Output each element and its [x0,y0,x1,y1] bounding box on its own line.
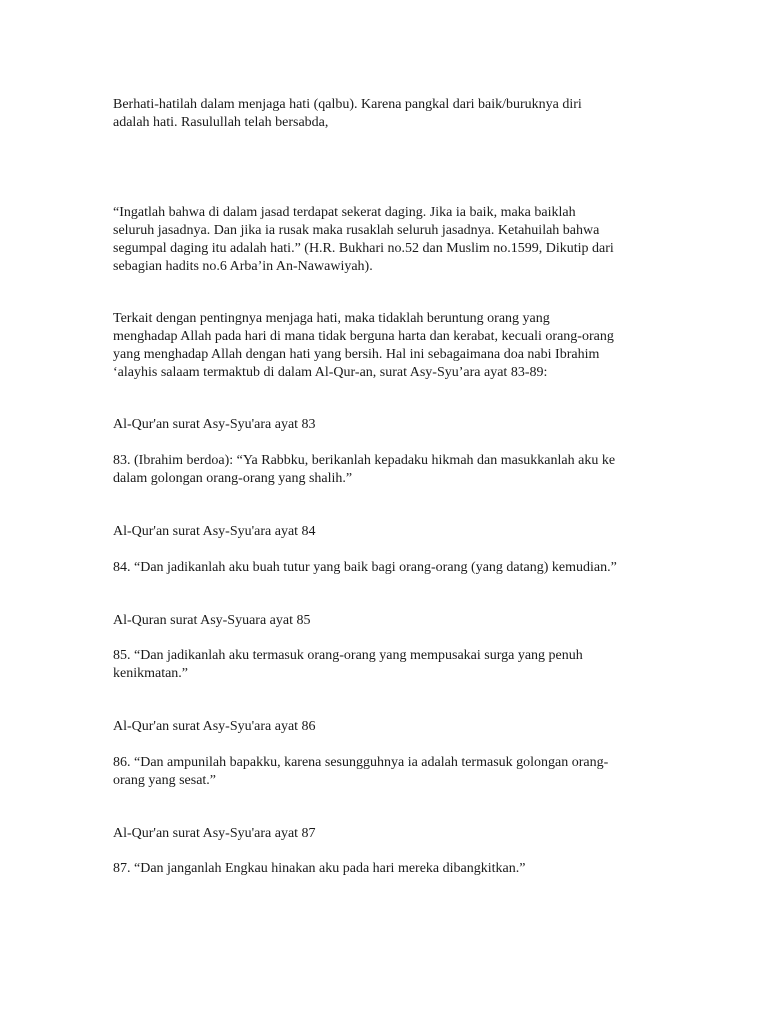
verse-line: 83. (Ibrahim berdoa): “Ya Rabbku, berikanlah kepadaku hikmah dan masukkanlah aku ke [113,453,616,468]
verse-line: kenikmatan.” [113,666,189,681]
verse-line: dalam golongan orang-orang yang shalih.” [113,471,353,486]
verse-heading-text: Al-Qur'an surat Asy-Syu'ara ayat 84 [113,524,316,539]
hadith-line: “Ingatlah bahwa di dalam jasad terdapat sekerat daging. Jika ia baik, maka baiklah [113,205,576,220]
verse-text [113,559,663,577]
hadith-paragraph [113,204,663,276]
hadith-line: seluruh jasadnya. Dan jika ia rusak maka rusaklah seluruh jasadnya. Ketahuilah bahwa [113,223,600,238]
verse-line: 86. “Dan ampunilah bapakku, karena sesungguhnya ia adalah termasuk golongan orang- [113,755,609,770]
context-line: menghadap Allah pada hari di mana tidak berguna harta dan kerabat, kecuali orang-orang [113,329,614,344]
hadith-line: sebagian hadits no.6 Arba’in An-Nawawiyah). [113,259,373,274]
verse-heading [113,825,663,843]
verse-text [113,860,663,878]
verse-heading [113,523,663,541]
verse-heading-text: Al-Qur'an surat Asy-Syu'ara ayat 86 [113,719,316,734]
context-line: ‘alayhis salaam termaktub di dalam Al-Qur-an, surat Asy-Syu’ara ayat 83-89: [113,365,548,380]
context-line: yang menghadap Allah dengan hati yang bersih. Hal ini sebagaimana doa nabi Ibrahim [113,347,600,362]
context-paragraph [113,310,663,382]
verse-heading [113,612,663,630]
verse-text [113,647,663,683]
verse-text [113,452,663,488]
verse-heading [113,416,663,434]
hadith-line: segumpal daging itu adalah hati.” (H.R. Bukhari no.52 dan Muslim no.1599, Dikutip dari [113,241,614,256]
verse-heading-text: Al-Quran surat Asy-Syuara ayat 85 [113,613,311,628]
verse-heading-text: Al-Qur'an surat Asy-Syu'ara ayat 83 [113,417,316,432]
context-line: Terkait dengan pentingnya menjaga hati, maka tidaklah beruntung orang yang [113,311,550,326]
verse-line: 85. “Dan jadikanlah aku termasuk orang-orang yang mempusakai surga yang penuh [113,648,583,663]
verse-text [113,754,663,790]
verse-heading-text: Al-Qur'an surat Asy-Syu'ara ayat 87 [113,826,316,841]
intro-line: adalah hati. Rasulullah telah bersabda, [113,115,329,130]
intro-line: Berhati-hatilah dalam menjaga hati (qalbu). Karena pangkal dari baik/buruknya diri [113,97,582,112]
verse-line: orang yang sesat.” [113,773,217,788]
verse-line: 84. “Dan jadikanlah aku buah tutur yang baik bagi orang-orang (yang datang) kemudian.” [113,560,617,575]
verse-heading [113,718,663,736]
intro-paragraph [113,96,663,132]
verse-line: 87. “Dan janganlah Engkau hinakan aku pada hari mereka dibangkitkan.” [113,861,526,876]
